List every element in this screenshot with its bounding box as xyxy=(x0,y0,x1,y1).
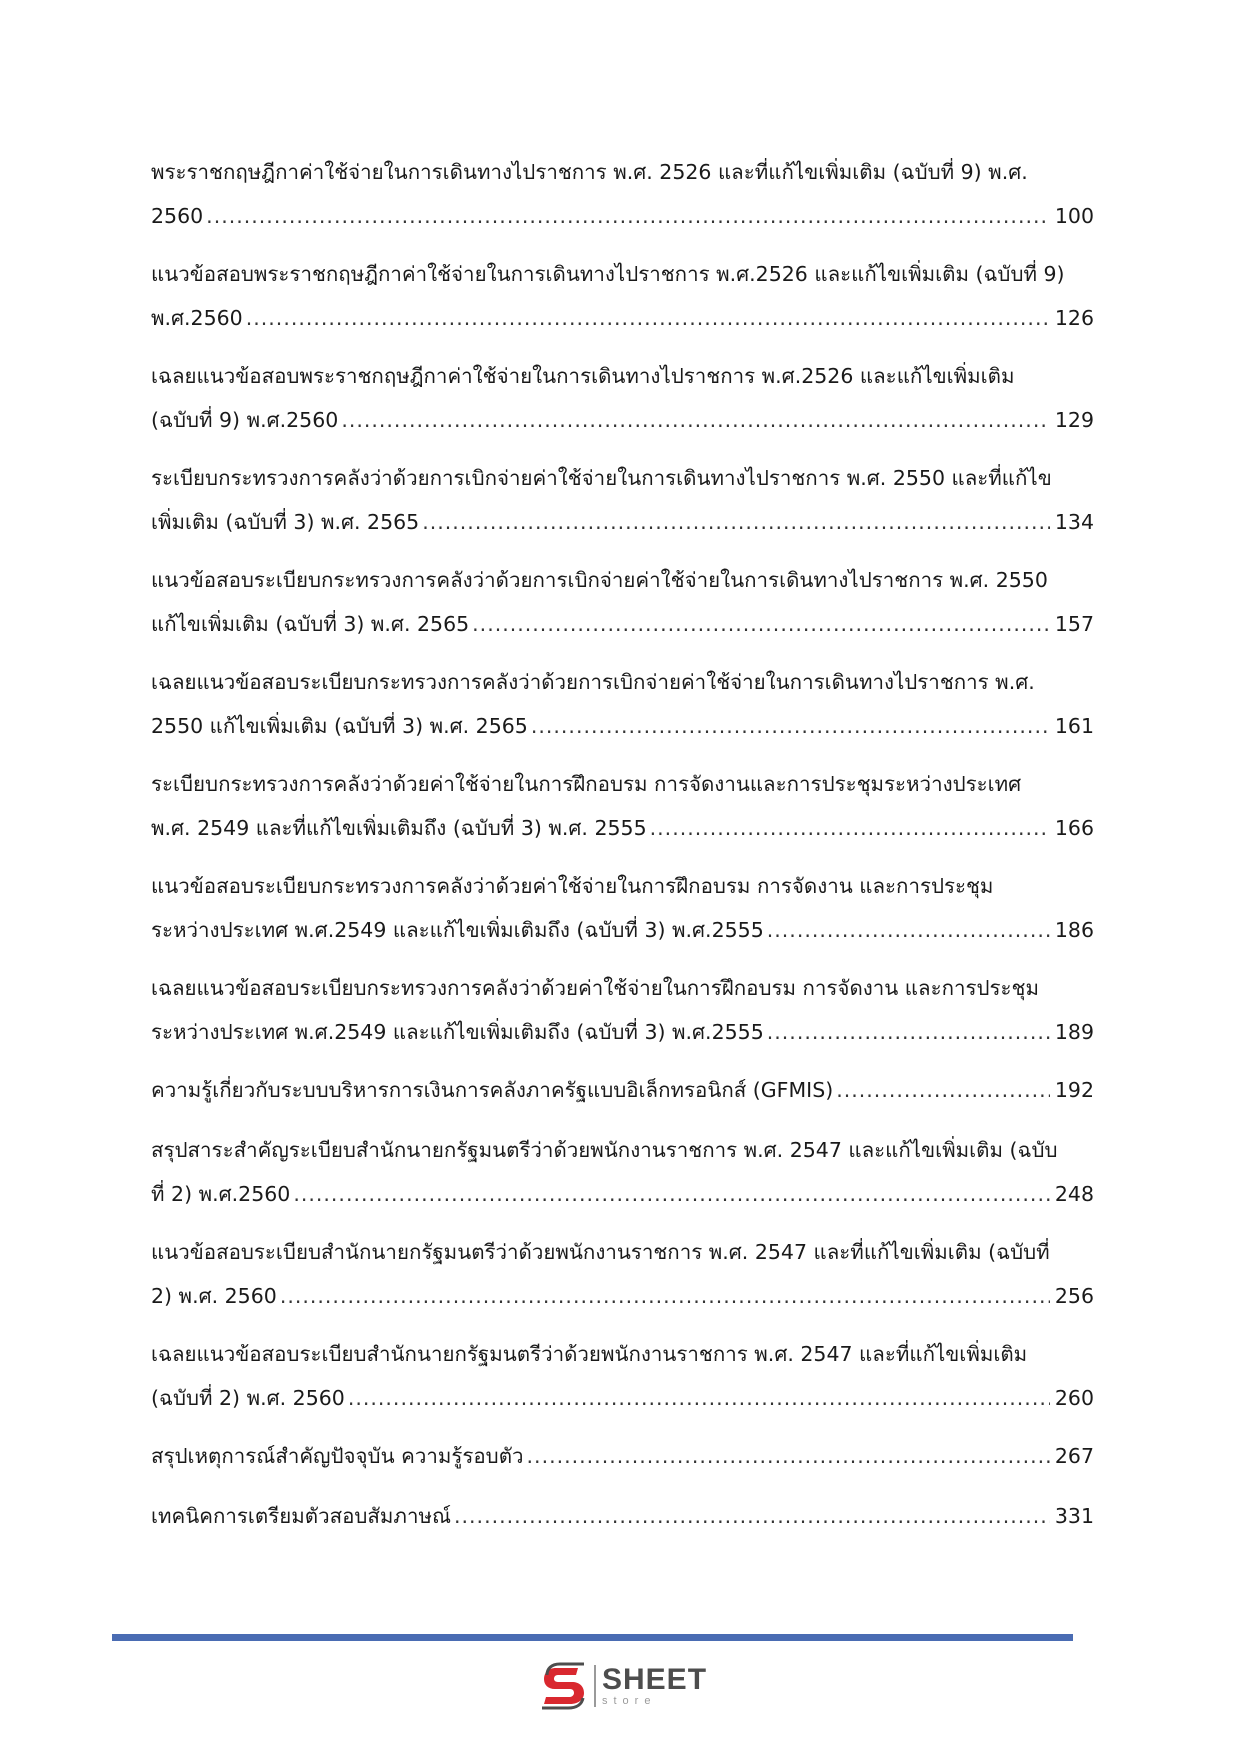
toc-entry-title-line: ระเบียบกระทรวงการคลังว่าด้วยค่าใช้จ่ายในการฝึกอบรม การจัดงานและการประชุมระหว่างประเทศ xyxy=(151,772,1022,796)
toc-page-number: 161 xyxy=(1054,714,1094,738)
toc-entry-title-line: เฉลยแนวข้อสอบพระราชกฤษฎีกาค่าใช้จ่ายในการเดินทางไปราชการ พ.ศ.2526 และแก้ไขเพิ่มเติม xyxy=(151,364,1015,388)
toc-entry-title-end: ระหว่างประเทศ พ.ศ.2549 และแก้ไขเพิ่มเติมถึง (ฉบับที่ 3) พ.ศ.2555 xyxy=(151,918,764,942)
toc-page-number: 186 xyxy=(1054,918,1094,942)
toc-entry xyxy=(151,1068,1094,1112)
toc-entry-title-line: สรุปสาระสำคัญระเบียบสำนักนายกรัฐมนตรีว่าด้วยพนักงานราชการ พ.ศ. 2547 และแก้ไขเพิ่มเติม (ฉบับ xyxy=(151,1138,1058,1162)
toc-page-number: 331 xyxy=(1054,1504,1094,1528)
toc-entry-title-line: แนวข้อสอบระเบียบกระทรวงการคลังว่าด้วยการเบิกจ่ายค่าใช้จ่ายในการเดินทางไปราชการ พ.ศ. 2550 xyxy=(151,568,1048,592)
dot-leader xyxy=(836,1068,1050,1112)
toc-entry-leader-line xyxy=(151,704,1094,748)
toc-entry-leader-line xyxy=(151,1068,1094,1112)
toc-entry-leader-line xyxy=(151,806,1094,850)
dot-leader xyxy=(767,1010,1050,1054)
toc-entry-title-end: ระหว่างประเทศ พ.ศ.2549 และแก้ไขเพิ่มเติมถึง (ฉบับที่ 3) พ.ศ.2555 xyxy=(151,1020,764,1044)
dot-leader xyxy=(280,1274,1050,1318)
toc-entry-title-line: แนวข้อสอบระเบียบสำนักนายกรัฐมนตรีว่าด้วยพนักงานราชการ พ.ศ. 2547 และที่แก้ไขเพิ่มเติม (ฉบับที่ xyxy=(151,1240,1050,1264)
toc-page-number: 166 xyxy=(1054,816,1094,840)
toc-entry-title-end: 2560 xyxy=(151,204,204,228)
toc-entry xyxy=(151,864,1094,952)
toc-entry xyxy=(151,456,1094,544)
dot-leader xyxy=(472,602,1050,646)
toc-page-number: 157 xyxy=(1054,612,1094,636)
toc-page-number: 189 xyxy=(1054,1020,1094,1044)
toc-entry-title-line: เฉลยแนวข้อสอบระเบียบสำนักนายกรัฐมนตรีว่าด้วยพนักงานราชการ พ.ศ. 2547 และที่แก้ไขเพิ่มเติม xyxy=(151,1342,1028,1366)
toc-entry-leader-line xyxy=(151,194,1094,238)
dot-leader xyxy=(293,1172,1050,1216)
toc-entry-title-end: แก้ไขเพิ่มเติม (ฉบับที่ 3) พ.ศ. 2565 xyxy=(151,612,470,636)
toc-entry xyxy=(151,1332,1094,1420)
toc-entry-title-end: ความรู้เกี่ยวกับระบบบริหารการเงินการคลังภาครัฐแบบอิเล็กทรอนิกส์ (GFMIS) xyxy=(151,1078,834,1102)
toc-entry-title-line: เฉลยแนวข้อสอบระเบียบกระทรวงการคลังว่าด้วยค่าใช้จ่ายในการฝึกอบรม การจัดงาน และการประชุม xyxy=(151,976,1039,1000)
toc-page-number: 100 xyxy=(1054,204,1094,228)
toc-entry-title-line: เฉลยแนวข้อสอบระเบียบกระทรวงการคลังว่าด้วยการเบิกจ่ายค่าใช้จ่ายในการเดินทางไปราชการ พ.ศ. xyxy=(151,670,1035,694)
toc-page-number: 267 xyxy=(1054,1444,1094,1468)
toc-entry-leader-line xyxy=(151,398,1094,442)
dot-leader xyxy=(454,1494,1050,1538)
toc-page-number: 134 xyxy=(1054,510,1094,534)
toc-entry xyxy=(151,1434,1094,1478)
toc-entry-title-end: สรุปเหตุการณ์สำคัญปัจจุบัน ความรู้รอบตัว xyxy=(151,1444,524,1468)
toc-entry-leader-line xyxy=(151,908,1094,952)
sheet-store-s-icon xyxy=(540,1662,588,1710)
toc-entry-leader-line xyxy=(151,296,1094,340)
toc-entry xyxy=(151,558,1094,646)
toc-page-number: 260 xyxy=(1054,1386,1094,1410)
toc-page-number: 256 xyxy=(1054,1284,1094,1308)
dot-leader xyxy=(422,500,1050,544)
dot-leader xyxy=(650,806,1050,850)
dot-leader xyxy=(206,194,1050,238)
dot-leader xyxy=(531,704,1050,748)
toc-entry-title-end: พ.ศ.2560 xyxy=(151,306,243,330)
toc-entry-title-end: (ฉบับที่ 9) พ.ศ.2560 xyxy=(151,408,339,432)
toc-entry-leader-line xyxy=(151,1172,1094,1216)
logo-wordmark: SHEET xyxy=(602,1663,708,1696)
toc-entry-title-end: (ฉบับที่ 2) พ.ศ. 2560 xyxy=(151,1386,345,1410)
dot-leader xyxy=(246,296,1050,340)
toc-entry xyxy=(151,252,1094,340)
toc-entry-title-end: ที่ 2) พ.ศ.2560 xyxy=(151,1182,291,1206)
toc-page-number: 129 xyxy=(1054,408,1094,432)
toc-page-number: 248 xyxy=(1054,1182,1094,1206)
toc-entry-title-line: แนวข้อสอบพระราชกฤษฎีกาค่าใช้จ่ายในการเดินทางไปราชการ พ.ศ.2526 และแก้ไขเพิ่มเติม (ฉบับที่ 9) xyxy=(151,262,1065,286)
toc-entry-leader-line xyxy=(151,1434,1094,1478)
toc-page-number: 126 xyxy=(1054,306,1094,330)
toc-entry-title-end: 2) พ.ศ. 2560 xyxy=(151,1284,277,1308)
toc-entry xyxy=(151,1230,1094,1318)
toc-entry-title-end: 2550 แก้ไขเพิ่มเติม (ฉบับที่ 3) พ.ศ. 2565 xyxy=(151,714,528,738)
toc-entry xyxy=(151,354,1094,442)
toc-entry-title-end: เพิ่มเติม (ฉบับที่ 3) พ.ศ. 2565 xyxy=(151,510,420,534)
dot-leader xyxy=(348,1376,1050,1420)
logo-subtitle: store xyxy=(602,1695,657,1707)
toc-entry-title-line: แนวข้อสอบระเบียบกระทรวงการคลังว่าด้วยค่าใช้จ่ายในการฝึกอบรม การจัดงาน และการประชุม xyxy=(151,874,994,898)
toc-entry xyxy=(151,1128,1094,1216)
footer-rule xyxy=(112,1634,1073,1641)
toc-entry-leader-line xyxy=(151,1494,1094,1538)
toc-entry-leader-line xyxy=(151,1274,1094,1318)
toc-entry-title-end: เทคนิคการเตรียมตัวสอบสัมภาษณ์ xyxy=(151,1504,451,1528)
toc-entry-title-line: พระราชกฤษฎีกาค่าใช้จ่ายในการเดินทางไปราชการ พ.ศ. 2526 และที่แก้ไขเพิ่มเติม (ฉบับที่ 9) พ.ศ. xyxy=(151,160,1028,184)
toc-entry xyxy=(151,1494,1094,1538)
toc-entry xyxy=(151,150,1094,238)
toc-entry-title-line: ระเบียบกระทรวงการคลังว่าด้วยการเบิกจ่ายค่าใช้จ่ายในการเดินทางไปราชการ พ.ศ. 2550 และที่แก้ไข xyxy=(151,466,1052,490)
toc-entry-leader-line xyxy=(151,1010,1094,1054)
dot-leader xyxy=(341,398,1050,442)
toc-entry-leader-line xyxy=(151,1376,1094,1420)
table-of-contents xyxy=(151,150,1094,1554)
sheet-store-logo xyxy=(540,1660,707,1712)
toc-entry-title-end: พ.ศ. 2549 และที่แก้ไขเพิ่มเติมถึง (ฉบับที่ 3) พ.ศ. 2555 xyxy=(151,816,647,840)
dot-leader xyxy=(527,1434,1050,1478)
toc-entry-leader-line xyxy=(151,500,1094,544)
toc-entry xyxy=(151,660,1094,748)
dot-leader xyxy=(767,908,1050,952)
toc-entry xyxy=(151,966,1094,1054)
logo-divider xyxy=(594,1665,596,1707)
toc-entry-leader-line xyxy=(151,602,1094,646)
toc-entry xyxy=(151,762,1094,850)
toc-page-number: 192 xyxy=(1054,1078,1094,1102)
